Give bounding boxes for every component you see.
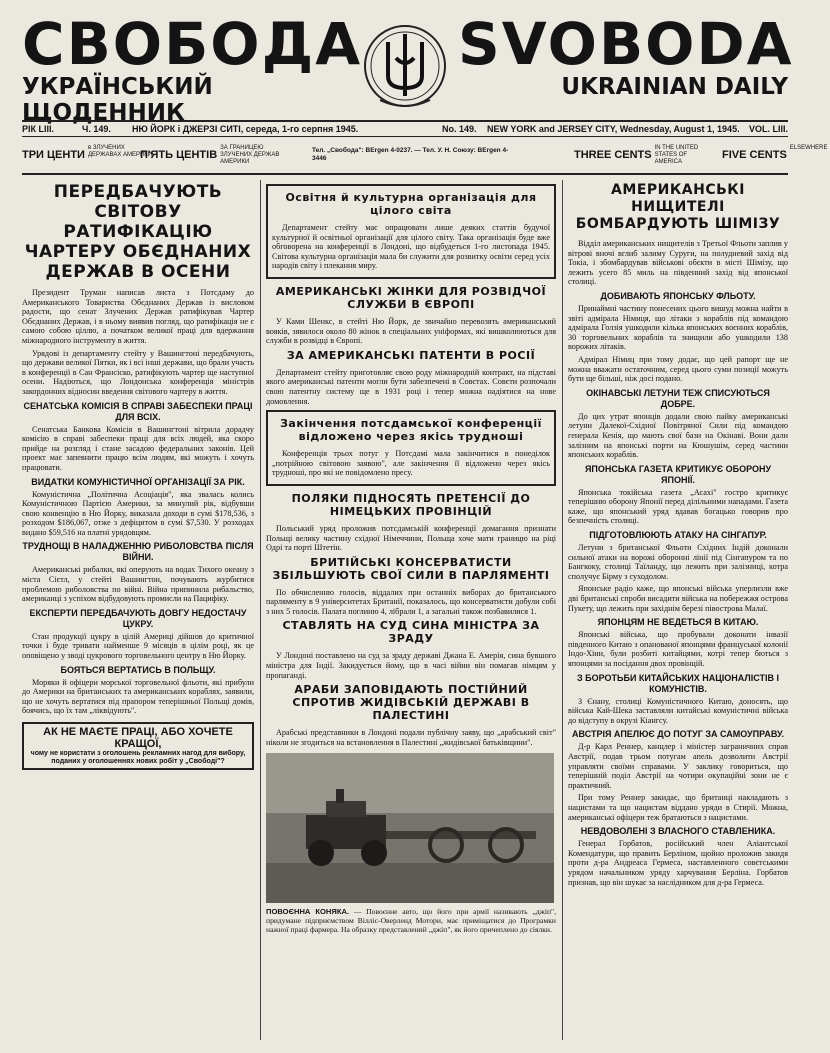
subheadline: З БОРОТЬБИ КИТАЙСЬКИХ НАЦІОНАЛІСТІВ І КОМУНІСТІВ. <box>577 672 779 694</box>
issue-en: No. 149. <box>442 124 477 134</box>
article-headline: ПОЛЯКИ ПІДНОСЯТЬ ПРЕТЕНСІЇ ДО НІМЕЦЬКИХ ПРОВІНЦІЙ <box>291 491 531 518</box>
article-text: Японська токійська газета „Асахі" гостро критикує теперішню оборону Японії перед ділільними нападами. Газета каже, що японський уряд вдавав богацько говорив про безпечність столиці. <box>568 487 788 526</box>
subheadline: ТРУДНОЩІ В НАЛАДЖЕННЮ РИБОЛОВСТВА ПІСЛЯ ВІЙНИ. <box>22 541 254 563</box>
subheadline: АВСТРІЯ АПЕЛЮЄ ДО ПОТУГ ЗА САМОУПРАВУ. <box>572 729 784 740</box>
article-text: Стан продукції цукру в цілій Америці дійшов до критичної точки і буде тривати найменше 9 місяців в цілім році, як це оповіщено у зводі цукрового торговельного центру в Ню Йорку. <box>22 631 254 661</box>
volume-ua: РІК LIII. <box>22 124 54 134</box>
subheadline: ДОБИВАЮТЬ ЯПОНСЬКУ ФЛЬОТУ. <box>600 290 756 301</box>
article-text: Урядові із департаменту стейту у Вашингтоні передбачують, що держави великої Пятки, як і всі інші держави, що брали участь в конференції в Сан Франсіско, ратифікують чартер ще наступної осени. Надіються, що Лондонська конференція міністрів закордонних відносин введення світового чартеру в життя. <box>22 348 254 396</box>
article-text: Відділ американських нищителів з Третьої Фльоти заплив у вітрові вночі вглиб залиму Суруги, на полудневий захід від Токіа, і збомбардував військові обєкти в місті Шімізу, що лежить усего 85 миль на південний захід від японської столиці. <box>568 239 788 287</box>
masthead-english <box>458 10 794 100</box>
article-text: Департамент стейту має опрацювати лише деяких статтів будучої культурної й освітньої організації для цілого світу. Така організація буде вже обговорена на конференції в Лондоні, що відбудеться 1-го листопада 1945. Світова культурна організація мала би служити для розвитку освіти серед усіх народів світу і плекання миру. <box>272 223 550 271</box>
price-three-ua: ТРИ ЦЕНТИв ЗЛУЧЕНИХ ДЕРЖАВАХ АМЕРИКИ <box>22 145 153 161</box>
article-headline: БРИТІЙСЬКІ КОНСЕРВАТИСТИ ЗБІЛЬШУЮТЬ СВОЇ СИЛИ В ПАРЛЯМЕНТІ <box>272 555 550 582</box>
article-text: Конференція трьох потуг у Потсдамі мала закінчитися в понеділок „потрійною світовою заявою", але закінчення її відложено через якісь трудноші, про які не повідомлено пресу. <box>272 449 550 478</box>
article-headline: ЗА АМЕРИКАНСЬКІ ПАТЕНТИ В РОСІЇ <box>286 348 536 362</box>
article-text: З Єнану, столиці Комуністичного Китаю, доносять, що війська Кай-Шека заставляли китайські комуністичні війська до відступу в окрузі Кіангсу. <box>568 696 788 725</box>
subheadline: НЕВДОВОЛЕНІ З ВЛАСНОГО СТАВЛЕНИКА. <box>580 826 776 837</box>
trident-emblem-icon <box>360 18 450 114</box>
masthead-ukrainian <box>22 10 363 126</box>
article-text: У Ками Шенкс, в стейті Ню Йорк, де звичайно перевозять американський вояків, зявилося около 80 жінок в спеціальних уніформах, які вишколюються для служби в розвідці в Європі. <box>266 316 556 346</box>
price-bar <box>22 139 828 175</box>
article-text: До цих утрат японців додали свою пайку американські летуни Далекої-Східної Повітряної Сили під командою генерала Кенія, що мають свої бази на Окінаві. Вони дали залізним на японські порти на Кюшушім, серед частини японських кораблів. <box>568 411 788 460</box>
article-text: Д-р Карл Реннер, канцлер і міністер заграничних справ Австрії, подав трьом потугам апель дозволити Австрії управляти своїми справами. У заклику говориться, що теперішній поділ Австрії на чотири окупаційні зони не є практичний. <box>568 742 788 790</box>
article-text: Президент Труман написав листа з Потсдаму до Американського Товариства Обєднаних Держав із висловом радости, що сенат Злучених Держав ратифікував Чартер Обєднаних Держав, і в ньому виявив погляд, що ратифікація не є самою собою ціллю, а початком великої праці для вдержання міжнародного інструменту в життя. <box>22 288 254 345</box>
article-text: Американські рибалки, які оперують на водах Тихого океану з міста Сієтл, у стейті Вашингтон, почувають журбитися проблемою риболовства по війні. Війна припинила рибальство, американці з успіхом відбудовують промисли на Пацифіку. <box>22 565 254 604</box>
photo-caption: ПОВОЄННА КОНЯКА. — Повоєнне авто, що його при армії називають „джіп", придумане підприємством Вілліс-Оверленд Мотори, має приміщатися до Програмки нажної праці фармера. На образку представлений „джіп", як його причеплено до сіялки. <box>266 907 557 935</box>
article-text: Генерал Горбатов, російський член Аліантської Комендатури, що править Берліном, щойно проложив закидя проти д-ра Андреаса Гермеса, наставленного совєтськими урядом начальником уряду харчування Берліна. Горбатов признав, що він шукає за наслідником для д-ра Гермеса. <box>568 839 788 887</box>
article-headline: Закінчення потсдамської конференції відложено через якісь трудноші <box>280 417 542 444</box>
article-text: Арабські представники в Лондоні подали публічну заяву, що „арабський світ" ніколи не згодиться на встановлення в Палестині „жидівської батьківщини". <box>266 728 556 747</box>
job-ad-text: чому не користати з оголошень рекламних нагод для вибору, поданих у оголошеннях нових робіт у „Свободі"? <box>30 750 246 765</box>
article-text: При тому Реннер закидає, що британці накладають з нацистами та що нацистам віддано уряди в Стирії. Можна, американські офіцери теж братаються з нацистами. <box>568 793 788 822</box>
volume-en: VOL. LIII. <box>748 124 788 134</box>
city-date-ua: НЮ ЙОРК і ДЖЕРЗІ СИТІ, середа, 1-го серпня 1945. <box>132 124 359 134</box>
article-text: Моряки й офіцери морської торговельної фльоти, які прибули до Америки на британських та американських кораблях, заявили, що не хочуть вертатися під прапором теперішньої Польщі домів, боячись, що їх там „ліквідують". <box>22 677 254 716</box>
column-left <box>22 180 261 1040</box>
culture-article-box <box>266 184 556 279</box>
subheadline: СЕНАТСЬКА КОМІСІЯ В СПРАВІ ЗАБЕСПЕКИ ПРАЦІ ДЛЯ ВСІХ. <box>23 400 253 422</box>
lead-headline-right: АМЕРИКАНСЬКІ НИЩИТЕЛІ БОМБАРДУЮТЬ ШІМІЗУ <box>575 182 781 232</box>
price-five-en: FIVE CENTSELSEWHERE <box>722 145 828 161</box>
article-headline: Освітня й культурна організація для цілого світа <box>285 191 537 217</box>
masthead-title-ua: СВОБОДА <box>22 10 363 78</box>
job-ad-box <box>22 722 254 770</box>
lead-headline: ПЕРЕДБАЧУЮТЬ СВІТОВУ РАТИФІКАЦІЮ ЧАРТЕРУ ОБЄДНАНИХ ДЕРЖАВ В ОСЕНИ <box>24 182 252 282</box>
article-text: Польський уряд проложив потсдамській конференції домагання признати Польщі велику частину східної Німеччини, Польща хоче мати границю на ріці Одрі та порті Штетін. <box>266 523 556 553</box>
price-three-en: THREE CENTSIN THE UNITED STATES OF AMERICA <box>574 145 699 165</box>
dateline <box>22 120 788 137</box>
jeep-photo <box>266 753 554 903</box>
masthead-subtitle-ua: УКРАЇНСЬКИЙ ЩОДЕННИК <box>22 74 213 126</box>
subheadline: ЯПОНСЬКА ГАЗЕТА КРИТИКУЄ ОБОРОНУ ЯПОНІЇ. <box>584 463 772 485</box>
subheadline: БОЯТЬСЯ ВЕРТАТИСЬ В ПОЛЬЩУ. <box>60 664 216 675</box>
masthead-subtitle-en: UKRAINIAN DAILY <box>561 74 788 100</box>
phone-info: Тел. „Свобода": BErgen 4-0237. — Тел. У. Н. Союзу: BErgen 4-3446 <box>312 147 509 162</box>
article-text: Адмірал Німиц при тому додає, що цей рапорт ще не можна вважати остаточним, серед цього суми позиції можуть бути ще більші, ніж досі подано. <box>568 354 788 384</box>
potsdam-article-box <box>266 410 556 486</box>
masthead-title-en: SVOBODA <box>458 10 794 78</box>
subheadline: ОКІНАВСЬКІ ЛЕТУНИ ТЕЖ СПИСУЮТЬСЯ ДОБРЕ. <box>586 387 770 409</box>
article-headline: АРАБИ ЗАПОВІДАЮТЬ ПОСТІЙНИЙ СПРОТИВ ЖИДІВСЬКІЙ ДЕРЖАВІ В ПАЛЕСТИНІ <box>292 683 530 723</box>
article-text: Сенатська Банкова Комісія в Вашингтоні вітрила дорадчу комісію в справі забеспеки праці для всіх людей, яка скоро прийде на розгляд і стане засадою федеральних законів. Цей проект має запевнити працю всім людям, які можуть і хочуть працювати. <box>22 424 254 472</box>
subheadline: ВИДАТКИ КОМУНІСТИЧНОЇ ОРГАНІЗАЦІЇ ЗА РІК. <box>31 476 245 487</box>
subheadline: ЯПОНЦЯМ НЕ ВЕДЕТЬСЯ В КИТАЮ. <box>597 617 759 628</box>
column-center <box>266 180 563 1040</box>
article-headline: СТАВЛЯТЬ НА СУД СИНА МІНІСТРА ЗА ЗРАДУ <box>282 619 540 646</box>
masthead <box>22 10 794 126</box>
subheadline: ПІДГОТОВЛЮЮТЬ АТАКУ НА СІНГАПУР. <box>589 530 767 541</box>
subheadline: ЕКСПЕРТИ ПЕРЕДБАЧУЮТЬ ДОВГУ НЕДОСТАЧУ ЦУКРУ. <box>29 607 247 629</box>
jeep-tractor-icon <box>266 753 554 903</box>
article-text: По обчисленню голосів, віддалих при останніх виборах до британського парляменту в 9 університетах Британії, показалось, що консерватисти добули собі з них 5 голосів. Палата поглиню 4, лібрали 1, а загальні також позбавилися 1. <box>266 587 556 616</box>
job-ad-title: АК НЕ МАЄТЕ ПРАЦІ, АБО ХОЧЕТЕ КРАЩОЇ, <box>43 726 233 750</box>
article-text: Летуни з британської Фльоти Східних Індій доконали сильної атаки на ворожі оборонні лінії під Сінгапуром та по Бангкоку, столиці Таїланду, що лежить при залізниці, котра сполучує Бірму з суходолом. <box>568 543 788 581</box>
price-five-ua: П'ЯТЬ ЦЕНТІВЗА ГРАНИЦЕЮ ЗЛУЧЕНИХ ДЕРЖАВ АМЕРИКИ <box>140 145 280 165</box>
article-text: Принаймні частину понесених цього вишуд можна найти в звіті адмірала Німиця, що літаки з кораблів під командою адмірала Голзія ушкодили кілька японських воєнних кораблів, 30 торговельних кораблів та знищили або ушкодили 138 ворожих літаків. <box>568 303 788 352</box>
article-text: У Лондоні поставлено на суд за зраду державі Джана Е. Амерія, сина бувшого міністра для Індії. Закидується йому, що в часі війни він помагав німцям у пропаганді. <box>266 651 556 680</box>
column-right <box>568 180 788 1040</box>
article-text: Департамент стейту приготовляє свою роду міжнародній контракт, на підставі якого американські патенти могли бути забезпечені в Совєтах. Совєти розпочали свою патентну систему ще в 1931 році і тепер можна надіятися на нове домовлення. <box>266 367 556 406</box>
issue-ua: Ч. 149. <box>82 124 111 134</box>
article-headline: АМЕРИКАНСЬКІ ЖІНКИ ДЛЯ РОЗВІДЧОЇ СЛУЖБИ В ЄВРОПІ <box>275 284 547 311</box>
article-text: Японське радіо каже, що японські війська уперлизли вже дві британські спроби висадити війська на побережжя острова Пукету, що лежить при західнім березі півострова Малаї. <box>568 584 788 613</box>
article-text: Японські війська, що пробували доконати інвазії південного Китаю з опанованої японцями француської колонії Індо-Хіни, були розбиті китайцями, котрі тепер бються з японцями за посідання двох провінцій. <box>568 630 788 668</box>
city-date-en: NEW YORK and JERSEY CITY, Wednesday, August 1, 1945. <box>487 124 740 134</box>
article-text: Комуністична „Політична Асоціація", яка звалась колись Комуністичною Партією Америки, за минулий рік, відбувши свою конвенцію в Ню Йорку, виказала доходи в сумі $178,536, з розходом $186,067, отже з дефіцитом в сумі $7,530. У розходах видано $59,516 на платні урядовцям. <box>22 489 254 537</box>
